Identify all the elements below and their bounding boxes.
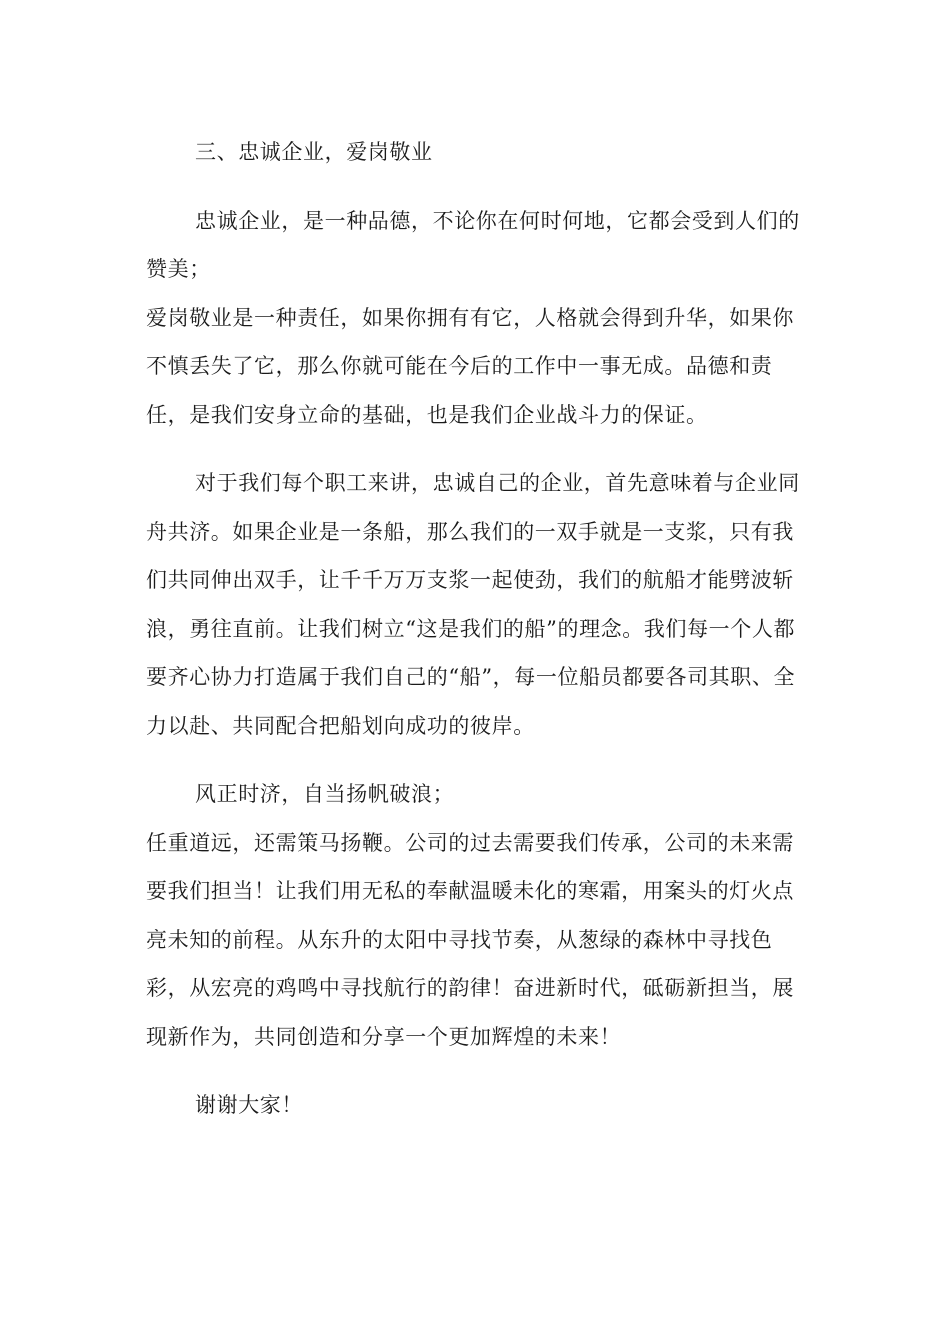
paragraph-responsibility: 爱岗敬业是一种责任，如果你拥有有它，人格就会得到升华，如果你不慎丢失了它，那么你就可能在今后的工作中一事无成。品德和责任，是我们安身立命的基础，也是我们企业战斗力的保证。 bbox=[146, 305, 794, 427]
section-heading: 三、忠诚企业，爱岗敬业 bbox=[195, 140, 433, 164]
paragraph-future: 任重道远，还需策马扬鞭。公司的过去需要我们传承，公司的未来需要我们担当！让我们用无私的奉献温暖未化的寒霜，用案头的灯火点亮未知的前程。从东升的太阳中寻找节奏，从葱绿的森林中寻找色彩，从宏亮的鸡鸣中寻找航行的韵律！奋进新时代，砥砺新担当，展现新作为，共同创造和分享一个更加辉煌的未来！ bbox=[146, 830, 794, 1049]
paragraph-loyalty: 忠诚企业，是一种品德，不论你在何时何地，它都会受到人们的赞美； bbox=[146, 208, 800, 281]
paragraph-wind: 风正时济，自当扬帆破浪； bbox=[195, 782, 455, 806]
closing-thanks: 谢谢大家！ bbox=[195, 1093, 303, 1117]
paragraph-same-boat: 对于我们每个职工来讲，忠诚自己的企业，首先意味着与企业同舟共济。如果企业是一条船，那么我们的一双手就是一支浆，只有我们共同伸出双手，让千千万万支浆一起使劲，我们的航船才能劈波斩浪，勇往直前。让我们树立“这是我们的船”的理念。我们每一个人都要齐心协力打造属于我们自己的“船”，每一位船员都要各司其职、全力以赴、共同配合把船划向成功的彼岸。 bbox=[146, 471, 800, 738]
document-body bbox=[146, 128, 806, 1130]
